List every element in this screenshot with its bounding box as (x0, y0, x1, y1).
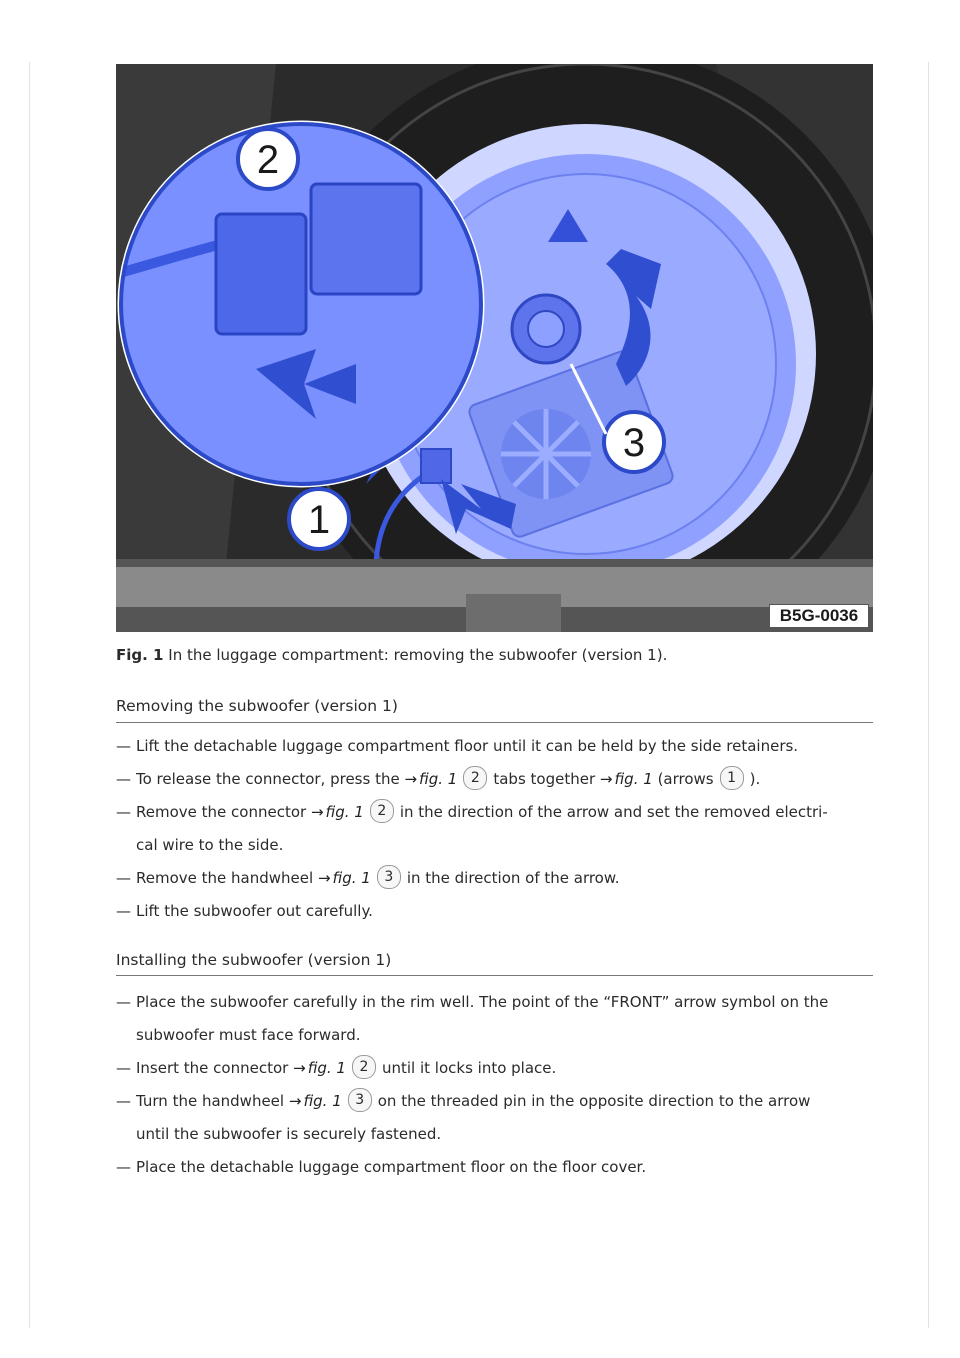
callout-badge: 1 (720, 766, 744, 790)
figure-caption-label: Fig. 1 (116, 646, 164, 664)
figure-reference-link[interactable] (600, 770, 653, 788)
section-title-installing: Installing the subwoofer (version 1) (116, 951, 392, 969)
figure-reference-link[interactable] (318, 869, 371, 887)
callout-1-label: 1 (307, 498, 331, 542)
step-item (116, 1052, 873, 1085)
step-item (116, 1151, 873, 1184)
subwoofer-illustration (116, 64, 873, 632)
figure-subwoofer-removal (116, 64, 873, 632)
step-bullet: — (116, 869, 131, 887)
figure-reference-text: fig. 1 (332, 869, 371, 887)
figure-reference-text: fig. 1 (614, 770, 653, 788)
callout-badge: 3 (348, 1088, 372, 1112)
removing-steps (116, 730, 873, 928)
callout-2-label: 2 (256, 138, 280, 182)
step-text: Lift the subwoofer out carefully. (136, 902, 373, 920)
step-bullet: — (116, 1092, 131, 1110)
section-rule-installing (116, 975, 873, 976)
step-text: in the direction of the arrow. (406, 869, 620, 887)
step-item (116, 796, 873, 862)
figure-reference-text: fig. 1 (325, 803, 364, 821)
reference-arrow-icon: → (310, 803, 324, 821)
section-rule-removing (116, 722, 873, 723)
step-text-continued: cal wire to the side. (136, 836, 284, 854)
installing-steps (116, 986, 873, 1184)
step-text: until it locks into place. (381, 1059, 557, 1077)
step-text: tabs together (493, 770, 596, 788)
step-item (116, 763, 873, 796)
figure-reference-link[interactable] (293, 1059, 346, 1077)
step-item (116, 986, 873, 1052)
reference-arrow-icon: → (293, 1059, 306, 1077)
figure-reference-link[interactable] (404, 770, 457, 788)
callout-badge: 2 (352, 1055, 376, 1079)
step-text: ). (749, 770, 761, 788)
step-text: Remove the handwheel (136, 869, 314, 887)
section-title-removing: Removing the subwoofer (version 1) (116, 697, 398, 715)
connector-small (421, 449, 451, 483)
reference-arrow-icon: → (599, 770, 613, 788)
step-bullet: — (116, 770, 131, 788)
reference-arrow-icon: → (288, 1092, 302, 1110)
figure-code: B5G-0036 (769, 604, 869, 628)
step-text: Lift the detachable luggage compartment floor until it can be held by the side retainers. (136, 737, 799, 755)
step-text: Place the subwoofer carefully in the rim well. The point of the “FRONT” arrow symbol on the (136, 993, 829, 1011)
callout-3-label: 3 (622, 421, 646, 465)
step-text: Place the detachable luggage compartment floor on the floor cover. (136, 1158, 647, 1176)
step-text: Remove the connector (136, 803, 307, 821)
figure-reference-link[interactable] (289, 1092, 342, 1110)
callout-badge: 2 (463, 766, 487, 790)
step-bullet: — (116, 1158, 131, 1176)
callout-badge: 3 (377, 865, 401, 889)
right-margin-guide (928, 62, 929, 1328)
figure-reference-link[interactable] (311, 803, 364, 821)
reference-arrow-icon: → (317, 869, 331, 887)
step-text: Insert the connector (136, 1059, 289, 1077)
step-bullet: — (116, 1059, 131, 1077)
step-item (116, 862, 873, 895)
figure-caption (116, 646, 667, 664)
step-bullet: — (116, 737, 131, 755)
figure-reference-text: fig. 1 (419, 770, 458, 788)
step-item (116, 730, 873, 763)
speaker-grille-bars (501, 409, 591, 499)
step-text: (arrows (657, 770, 714, 788)
reference-arrow-icon: → (404, 770, 418, 788)
step-item (116, 895, 873, 928)
step-bullet: — (116, 902, 131, 920)
step-text: Turn the handwheel (136, 1092, 285, 1110)
step-bullet: — (116, 993, 131, 1011)
figure-reference-text: fig. 1 (307, 1059, 346, 1077)
step-text-continued: until the subwoofer is securely fastened. (136, 1125, 442, 1143)
step-text: in the direction of the arrow and set the removed electri- (399, 803, 828, 821)
threshold-latch (466, 594, 561, 632)
step-text: To release the connector, press the (136, 770, 400, 788)
step-text: on the threaded pin in the opposite direction to the arrow (377, 1092, 811, 1110)
step-bullet: — (116, 803, 131, 821)
step-item (116, 1085, 873, 1151)
figure-caption-text: In the luggage compartment: removing the subwoofer (version 1). (168, 646, 668, 664)
left-margin-guide (29, 62, 30, 1328)
step-text-continued: subwoofer must face forward. (136, 1026, 361, 1044)
threaded-pin (528, 311, 564, 347)
callout-badge: 2 (370, 799, 394, 823)
figure-reference-text: fig. 1 (303, 1092, 342, 1110)
